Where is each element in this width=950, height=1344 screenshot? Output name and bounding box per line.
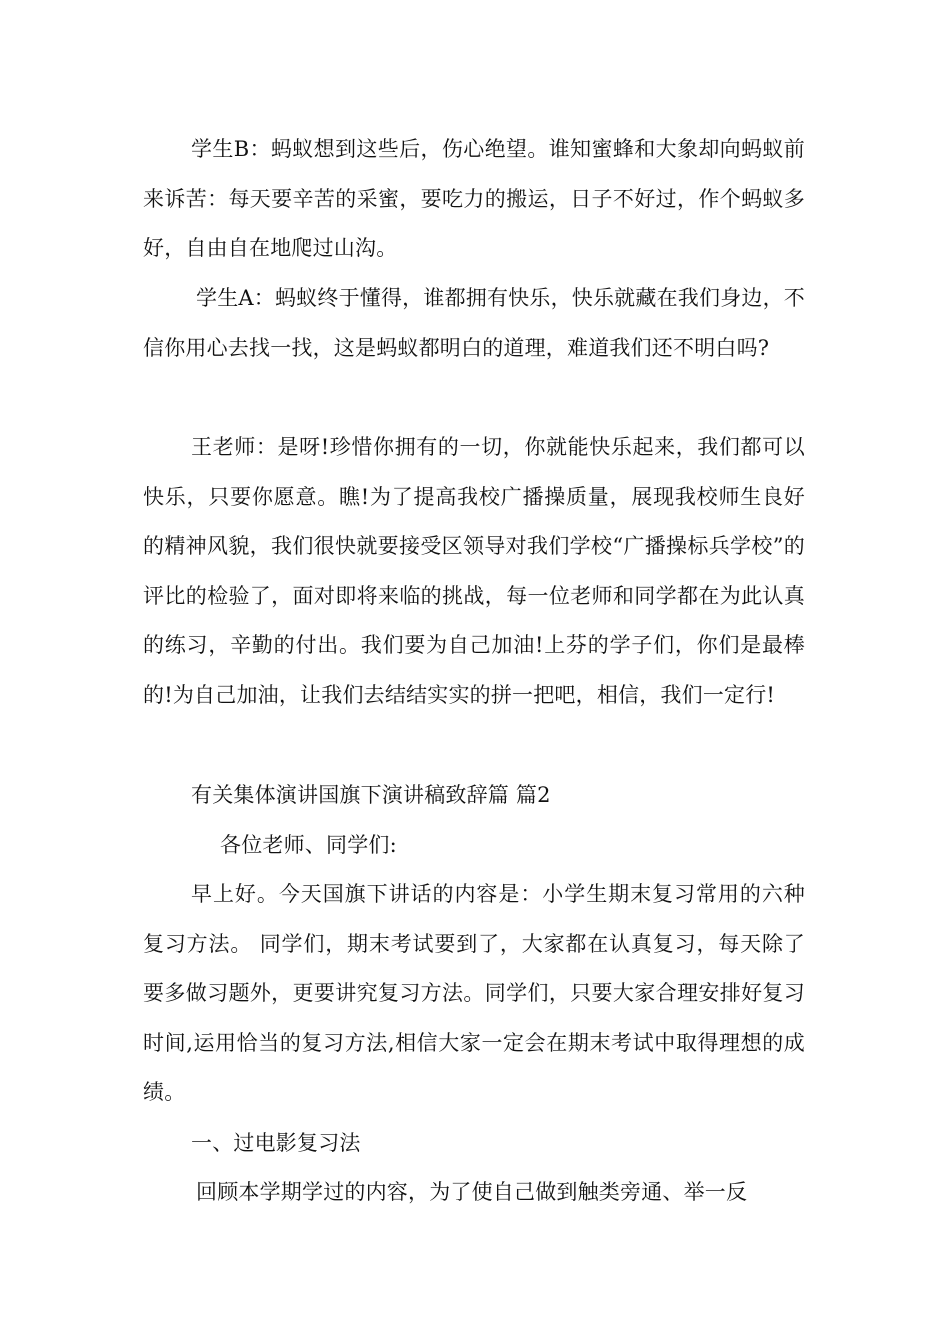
paragraph-teacher-wang: 王老师：是呀!珍惜你拥有的一切，你就能快乐起来，我们都可以快乐，只要你愿意。瞧!为了提高我校广播操质量，展现我校师生良好的精神风貌，我们很快就要接受区领导对我们学校“广播操标兵学校”的评比的检验了，面对即将来临的挑战，每一位老师和同学都在为此认真的练习，辛勤的付出。我们要为自己加油!上芬的学子们，你们是最棒的!为自己加油，让我们去结结实实的拼一把吧，相信，我们一定行! (143, 435, 805, 707)
paragraph-student-a: 学生A：蚂蚁终于懂得，谁都拥有快乐，快乐就藏在我们身边，不信你用心去找一找，这是蚂蚁都明白的道理，难道我们还不明白吗? (143, 286, 805, 360)
paragraph-greeting: 各位老师、同学们: (220, 833, 397, 857)
paragraph-intro: 早上好。今天国旗下讲话的内容是：小学生期末复习常用的六种复习方法。 同学们，期末考试要到了，大家都在认真复习，每天除了要多做习题外，更要讲究复习方法。同学们，只要大家合理安排好复习时间,运用恰当的复习方法,相信大家一定会在期末考试中取得理想的成绩。 (143, 882, 805, 1104)
subheading-method-1: 一、过电影复习法 (191, 1131, 361, 1155)
paragraph-student-b: 学生B：蚂蚁想到这些后，伤心绝望。谁知蜜蜂和大象却向蚂蚁前来诉苦：每天要辛苦的采蜜，要吃力的搬运，日子不好过，作个蚂蚁多好，自由自在地爬过山沟。 (143, 137, 805, 260)
paragraph-method-1: 回顾本学期学过的内容，为了使自己做到触类旁通、举一反 (196, 1180, 748, 1204)
section-heading-part2: 有关集体演讲国旗下演讲稿致辞篇 篇2 (191, 783, 551, 807)
